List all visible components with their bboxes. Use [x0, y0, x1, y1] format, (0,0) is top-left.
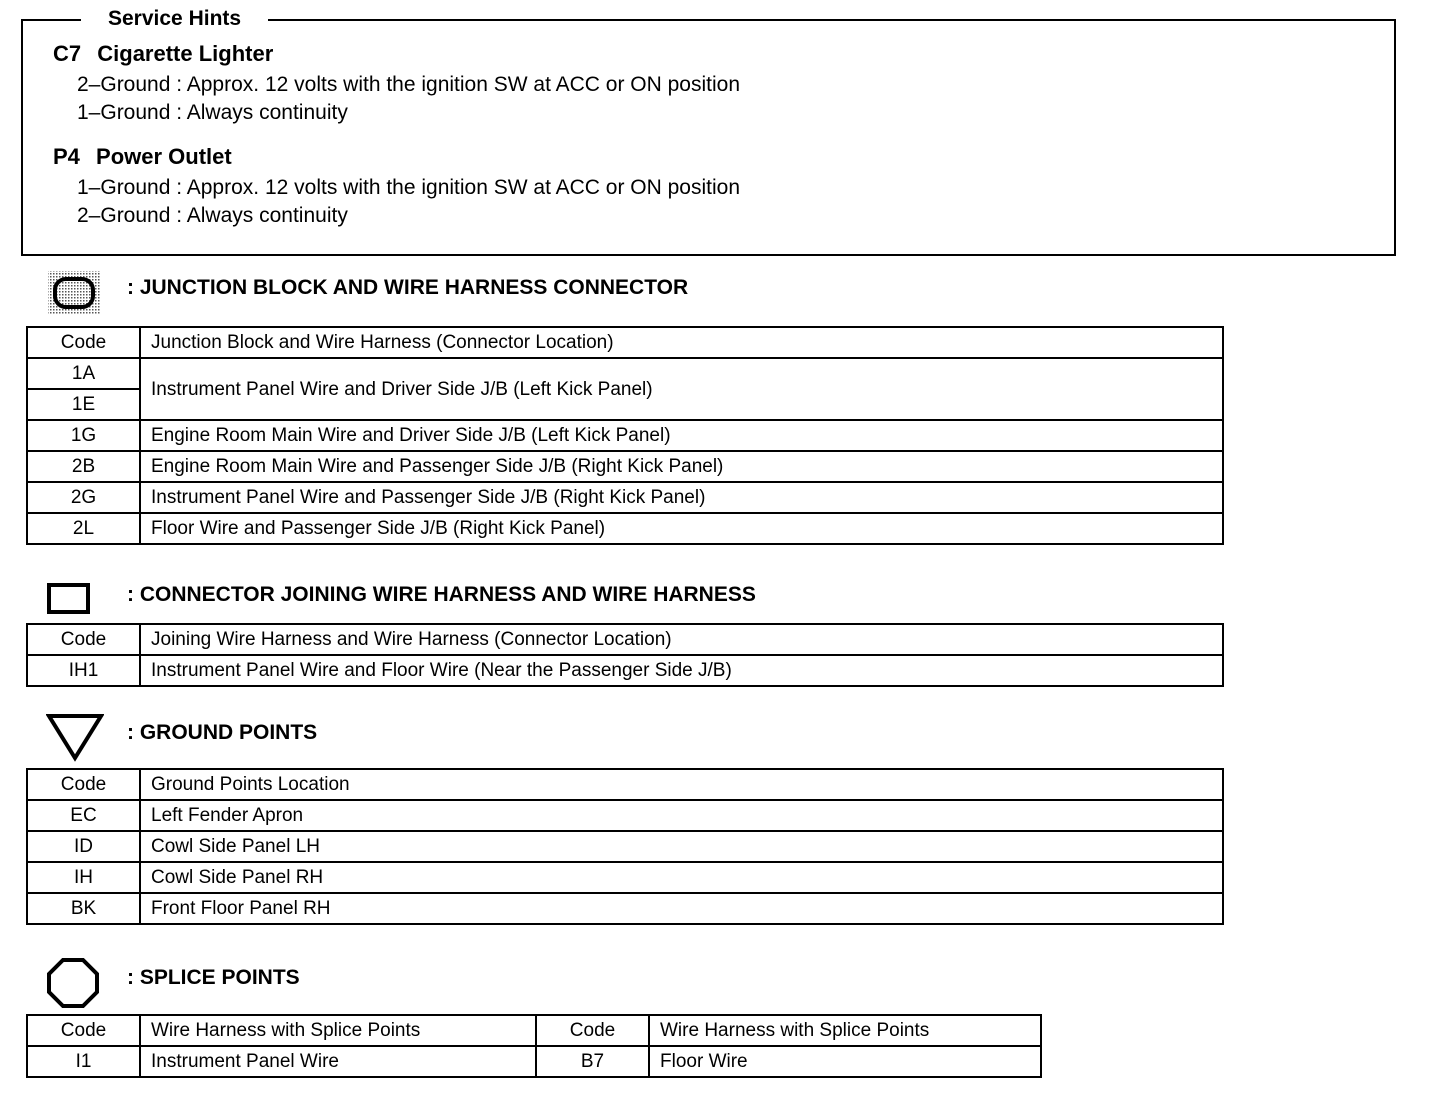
ground-table: [26, 768, 1224, 925]
component-c7-heading: [53, 39, 273, 69]
junction-section-heading: : JUNCTION BLOCK AND WIRE HARNESS CONNECTOR: [127, 276, 689, 299]
service-hints-title: Service Hints: [81, 4, 268, 34]
code-cell: BK: [27, 893, 140, 924]
code-cell: 1A: [27, 358, 140, 389]
component-code: C7: [53, 41, 82, 66]
code-cell: IH1: [27, 655, 140, 686]
code-cell: 1E: [27, 389, 140, 420]
connector-rectangle-icon: [47, 583, 91, 615]
location-cell: Cowl Side Panel RH: [140, 862, 1223, 893]
location-cell: Instrument Panel Wire and Passenger Side J/B (Right Kick Panel): [140, 482, 1223, 513]
location-cell: Engine Room Main Wire and Driver Side J/B (Left Kick Panel): [140, 420, 1223, 451]
component-name: Power Outlet: [96, 144, 232, 169]
location-cell: Cowl Side Panel LH: [140, 831, 1223, 862]
connector-table: [26, 623, 1224, 687]
table-header-cell: Ground Points Location: [140, 769, 1223, 800]
table-row: [27, 831, 1223, 862]
code-cell: ID: [27, 831, 140, 862]
connector-section-heading: : CONNECTOR JOINING WIRE HARNESS AND WIRE HARNESS: [127, 583, 756, 606]
location-cell: Engine Room Main Wire and Passenger Side J/B (Right Kick Panel): [140, 451, 1223, 482]
hint-line: 1–Ground : Approx. 12 volts with the ignition SW at ACC or ON position: [77, 176, 740, 199]
table-row: [27, 420, 1223, 451]
harness-cell: Floor Wire: [649, 1046, 1041, 1077]
junction-block-symbol-icon: [47, 270, 101, 316]
table-header-cell: Wire Harness with Splice Points: [140, 1015, 536, 1046]
table-row: [27, 655, 1223, 686]
hint-line: 1–Ground : Always continuity: [77, 101, 348, 124]
table-header-cell: Junction Block and Wire Harness (Connector Location): [140, 327, 1223, 358]
component-code: P4: [53, 144, 80, 169]
location-cell: Instrument Panel Wire and Driver Side J/B (Left Kick Panel): [140, 358, 1223, 420]
code-cell: EC: [27, 800, 140, 831]
junction-table: [26, 326, 1224, 545]
table-header-cell: Code: [27, 769, 140, 800]
component-name: Cigarette Lighter: [97, 41, 274, 66]
code-cell: 1G: [27, 420, 140, 451]
table-header-cell: Code: [27, 1015, 140, 1046]
table-header-row: [27, 1015, 1041, 1046]
location-cell: Floor Wire and Passenger Side J/B (Right Kick Panel): [140, 513, 1223, 544]
table-header-row: [27, 624, 1223, 655]
table-header-cell: Wire Harness with Splice Points: [649, 1015, 1041, 1046]
hint-line: 2–Ground : Approx. 12 volts with the ignition SW at ACC or ON position: [77, 73, 740, 96]
table-row: [27, 451, 1223, 482]
code-cell: 2L: [27, 513, 140, 544]
location-cell: Front Floor Panel RH: [140, 893, 1223, 924]
splice-table: [26, 1014, 1042, 1078]
table-row: [27, 893, 1223, 924]
harness-cell: Instrument Panel Wire: [140, 1046, 536, 1077]
table-header-row: [27, 327, 1223, 358]
table-row: [27, 862, 1223, 893]
code-cell: B7: [536, 1046, 649, 1077]
code-cell: 2B: [27, 451, 140, 482]
hint-line: 2–Ground : Always continuity: [77, 204, 348, 227]
component-p4-heading: [53, 142, 232, 172]
ground-section-heading: : GROUND POINTS: [127, 721, 318, 744]
code-cell: I1: [27, 1046, 140, 1077]
table-header-row: [27, 769, 1223, 800]
table-row: [27, 800, 1223, 831]
table-row: [27, 358, 1223, 389]
splice-section-heading: : SPLICE POINTS: [127, 966, 300, 989]
code-cell: IH: [27, 862, 140, 893]
table-header-cell: Code: [27, 624, 140, 655]
table-header-cell: Joining Wire Harness and Wire Harness (Connector Location): [140, 624, 1223, 655]
location-cell: Left Fender Apron: [140, 800, 1223, 831]
ground-triangle-icon: [46, 713, 104, 763]
table-header-cell: Code: [536, 1015, 649, 1046]
location-cell: Instrument Panel Wire and Floor Wire (Near the Passenger Side J/B): [140, 655, 1223, 686]
code-cell: 2G: [27, 482, 140, 513]
splice-octagon-icon: [46, 957, 100, 1009]
table-row: [27, 1046, 1041, 1077]
table-header-cell: Code: [27, 327, 140, 358]
table-row: [27, 513, 1223, 544]
table-row: [27, 482, 1223, 513]
